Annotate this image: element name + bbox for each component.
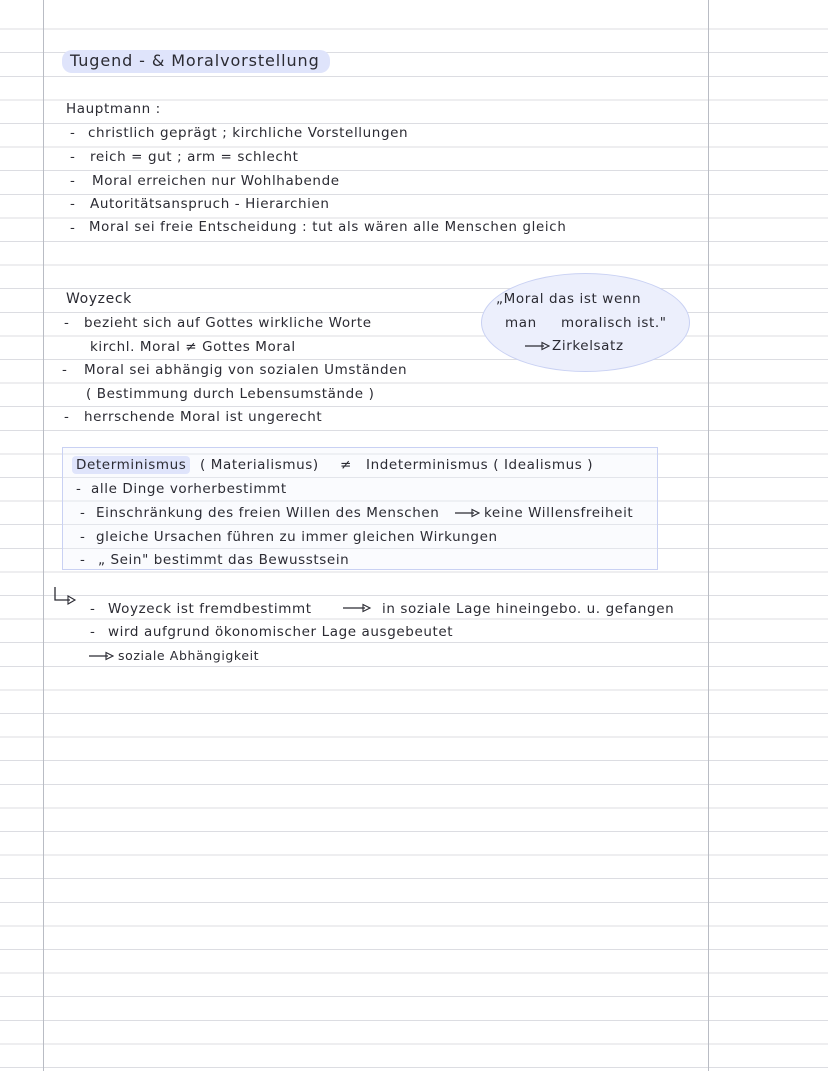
quote-conclusion: Zirkelsatz	[552, 338, 624, 354]
bullet-dash: -	[64, 315, 70, 331]
quote-line: man	[505, 315, 537, 331]
bullet-dash: -	[70, 220, 76, 236]
conclusion-continuation: in soziale Lage hineingebo. u. gefangen	[382, 601, 675, 617]
determinism-term: Determinismus	[76, 457, 187, 473]
corner-arrow-icon	[52, 586, 78, 606]
conclusion-item: wird aufgrund ökonomischer Lage ausgebeutet	[108, 624, 454, 640]
hauptmann-item: reich = gut ; arm = schlecht	[90, 149, 299, 165]
hauptmann-heading: Hauptmann :	[66, 101, 161, 117]
bullet-dash: -	[70, 125, 76, 141]
hauptmann-item: Moral sei freie Entscheidung : tut als wären alle Menschen gleich	[89, 220, 567, 235]
determinism-item: „ Sein" bestimmt das Bewusstsein	[98, 552, 350, 568]
bullet-dash: -	[70, 196, 76, 212]
page-title: Tugend - & Moralvorstellung	[70, 51, 320, 70]
conclusion-item: Woyzeck ist fremdbestimmt	[108, 601, 312, 617]
left-margin-line	[43, 0, 44, 1071]
woyzeck-subitem: ( Bestimmung durch Lebensumstände )	[86, 386, 375, 402]
determinism-item: Einschränkung des freien Willen des Menschen	[96, 505, 440, 521]
bullet-dash: -	[62, 362, 68, 378]
bullet-dash: -	[70, 149, 76, 165]
determinism-result: keine Willensfreiheit	[484, 505, 634, 521]
woyzeck-item: bezieht sich auf Gottes wirkliche Worte	[84, 315, 372, 331]
arrow-icon	[524, 341, 550, 351]
indeterminism-term: Indeterminismus ( Idealismus )	[366, 457, 594, 473]
determinism-item: gleiche Ursachen führen zu immer gleichen Wirkungen	[96, 529, 498, 545]
not-equal-sign: ≠	[340, 457, 352, 473]
quote-line: „Moral das ist wenn	[496, 291, 642, 307]
hauptmann-item: Autoritätsanspruch - Hierarchien	[90, 196, 330, 212]
woyzeck-subitem: kirchl. Moral ≠ Gottes Moral	[90, 339, 296, 355]
bullet-dash: -	[80, 552, 86, 568]
arrow-icon	[454, 508, 480, 518]
bullet-dash: -	[90, 601, 96, 617]
quote-line: moralisch ist."	[561, 315, 667, 331]
woyzeck-item: herrschende Moral ist ungerecht	[84, 409, 323, 425]
determinism-item: alle Dinge vorherbestimmt	[91, 481, 287, 497]
conclusion-result: soziale Abhängigkeit	[118, 648, 260, 663]
bullet-dash: -	[76, 481, 82, 497]
bullet-dash: -	[80, 529, 86, 545]
bullet-dash: -	[80, 505, 86, 521]
arrow-icon	[342, 603, 372, 613]
bullet-dash: -	[90, 624, 96, 640]
hauptmann-item: Moral erreichen nur Wohlhabende	[92, 173, 340, 189]
woyzeck-item: Moral sei abhängig von sozialen Umständen	[84, 362, 408, 378]
bullet-dash: -	[64, 409, 70, 425]
determinism-paren: ( Materialismus)	[200, 457, 319, 473]
hauptmann-item: christlich geprägt ; kirchliche Vorstellungen	[88, 125, 409, 141]
woyzeck-heading: Woyzeck	[66, 291, 132, 307]
bullet-dash: -	[70, 173, 76, 189]
right-margin-line	[708, 0, 709, 1071]
arrow-icon	[88, 651, 114, 661]
